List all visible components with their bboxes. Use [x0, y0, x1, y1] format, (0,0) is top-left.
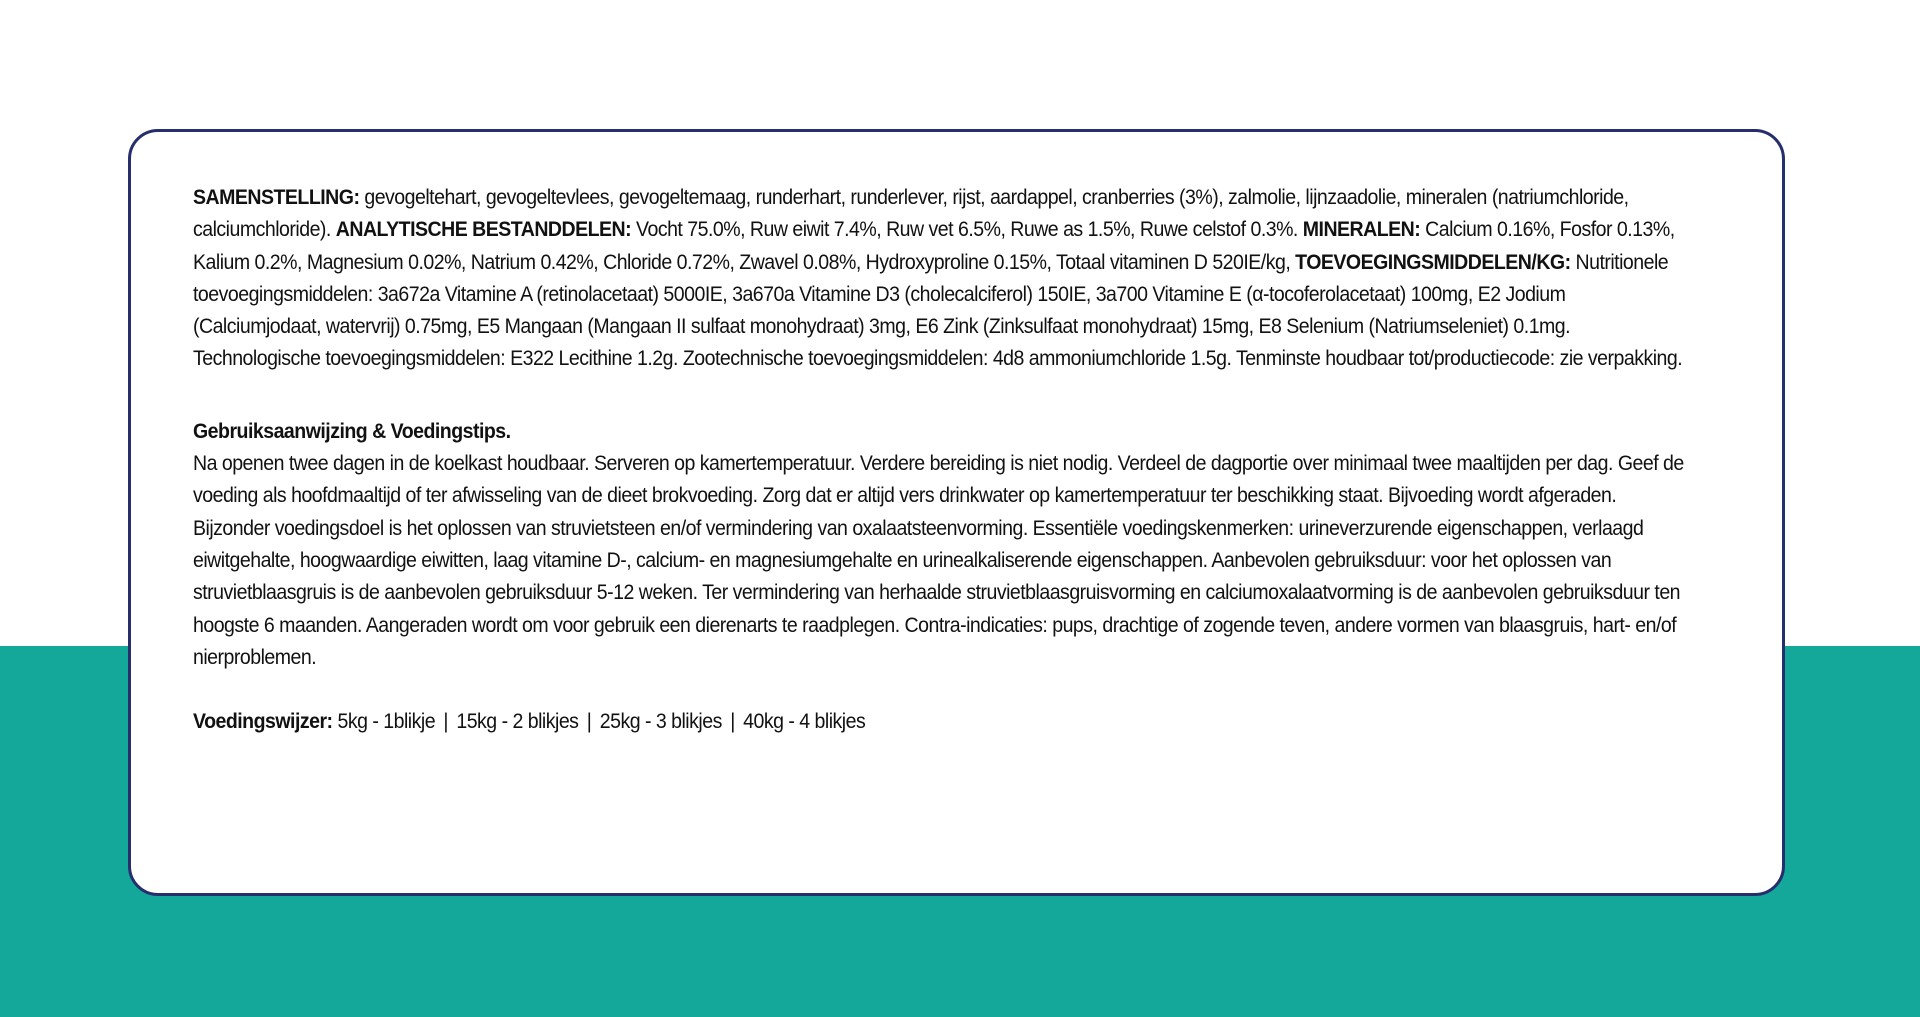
samenstelling-text: gevogeltehart, gevogeltevlees, gevogeltemaag, runderhart, runderlever, rijst, aardappel, cranberries (3%), zalmolie, lijnzaadolie, mineralen (natriumchloride, calciumchloride).: [193, 186, 1629, 242]
feeding-separator: |: [443, 710, 448, 734]
composition-paragraph: [193, 182, 1692, 376]
feeding-separator: |: [586, 710, 592, 734]
feeding-item: 5kg - 1blikje: [337, 710, 436, 734]
label-card: [128, 129, 1785, 896]
feeding-label: Voedingswijzer:: [193, 710, 333, 734]
feeding-separator: |: [730, 710, 735, 734]
analytisch-label: ANALYTISCHE BESTANDDELEN:: [335, 218, 632, 242]
samenstelling-label: SAMENSTELLING:: [193, 186, 360, 209]
feeding-item: 25kg - 3 blikjes: [599, 710, 722, 734]
toevoeging-text: Nutritionele toevoegingsmiddelen: 3a672a Vitamine A (retinolacetaat) 5000IE, 3a670a Vitamine D3 (cholecalciferol) 150IE, 3a700 Vitamine E (α-tocoferolacetaat) 100mg, E2 Jodium (Calciumjodaat, watervrij) 0.75mg, E5 Mangaan (Mangaan II sulfaat monohydraat) 3mg, E6 Zink (Zinksulfaat monohydraat) 15mg, E8 Selenium (Natriumseleniet) 0.1mg. Technologische toevoegingsmiddelen: E322 Lecithine 1.2g. Zootechnische toevoegingsmiddelen: 4d8 ammoniumchloride 1.5g. Tenminste houdbaar tot/productiecode: zie verpakking.: [193, 250, 1683, 371]
usage-text: Na openen twee dagen in de koelkast houdbaar. Serveren op kamertemperatuur. Verdere bereiding is niet nodig. Verdeel de dagportie over minimaal twee maaltijden per dag. Geef de voeding als hoofdmaaltijd of ter afwisseling van de dieet brokvoeding. Zorg dat er altijd vers drinkwater op kamertemperatuur ter beschikking staat. Bijvoeding wordt afgeraden. Bijzonder voedingsdoel is het oplossen van struvietsteen en/of vermindering van oxalaatsteenvorming. Essentiële voedingskenmerken: urineverzurende eigenschappen, verlaagd eiwitgehalte, hoogwaardige eiwitten, laag vitamine D-, calcium- en magnesiumgehalte en urinealkaliserende eigenschappen. Aanbevolen gebruiksduur: voor het oplossen van struvietblaasgruis is de aanbevolen gebruiksduur 5-12 weken. Ter vermindering van herhaalde struvietblaasgruisvorming en calciumoxalaatvorming is de aanbevolen gebruiksduur ten hoogste 6 maanden. Aangeraden wordt om voor gebruik een dierenarts te raadplegen. Contra-indicaties: pups, drachtige of zogende teven, andere vormen van blaasgruis, hart- en/of nierproblemen.: [193, 452, 1684, 669]
toevoeging-label: TOEVOEGINGSMIDDELEN/KG:: [1295, 250, 1571, 274]
analytisch-text: Vocht 75.0%, Ruw eiwit 7.4%, Ruw vet 6.5%, Ruwe as 1.5%, Ruwe celstof 0.3%.: [631, 218, 1303, 242]
usage-title: Gebruiksaanwijzing & Voedingstips.: [193, 419, 511, 443]
mineralen-text: Calcium 0.16%, Fosfor 0.13%, Kalium 0.2%, Magnesium 0.02%, Natrium 0.42%, Chloride 0.72%, Zwavel 0.08%, Hydroxyproline 0.15%, Totaal vitaminen D 520IE/kg,: [193, 218, 1675, 274]
mineralen-label: MINERALEN:: [1302, 218, 1421, 242]
feeding-item: 15kg - 2 blikjes: [456, 710, 579, 734]
feeding-guide: [193, 706, 1692, 738]
feeding-item: 40kg - 4 blikjes: [743, 710, 866, 734]
